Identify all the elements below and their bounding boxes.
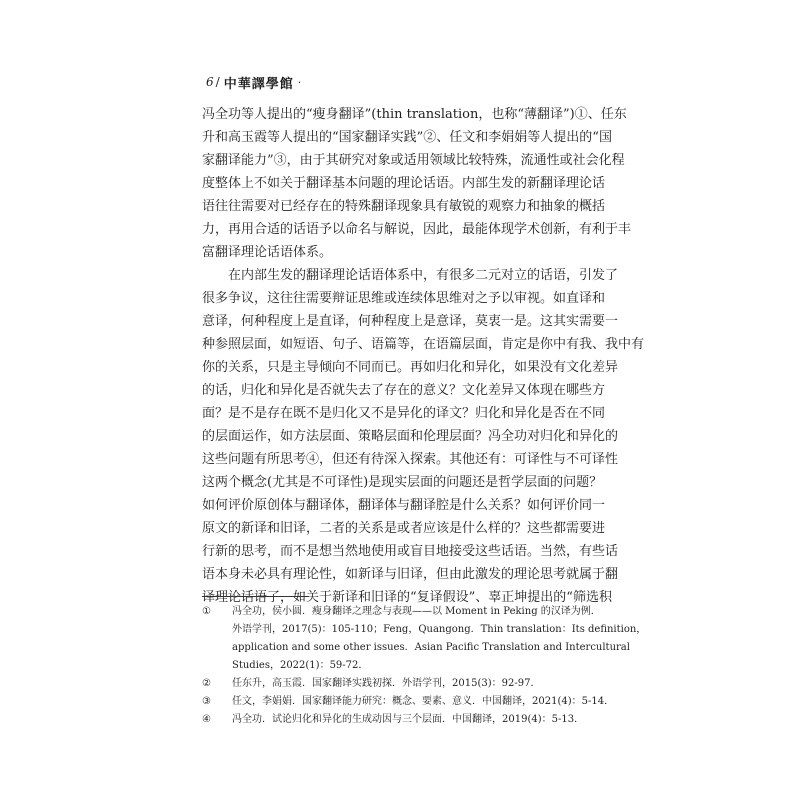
body-line: 面？是不是存在既不是归化又不是异化的译文？归化和异化是否在不同 <box>202 406 606 421</box>
footnote <box>202 603 647 675</box>
body-line: 冯全功等人提出的“瘦身翻译”(thin translation，也称“薄翻译”)①、任东 <box>202 107 627 122</box>
footnote-text: 冯全功．试论归化和异化的生成动因与三个层面．中国翻译，2019(4)：5-13． <box>232 714 585 725</box>
body-line: 这些问题有所思考④，但还有待深入探索。其他还有：可译性与不可译性 <box>202 452 619 467</box>
footnote-text: 外语学刊，2017(5)：105-110；Feng，Quangong．Thin translation：Its definition， <box>232 624 647 635</box>
body-line: 你的关系，只是主导倾向不同而已。再如归化和异化，如果没有文化差异 <box>202 360 619 375</box>
body-line: 语本身未必具有理论性，如新译与旧译，但由此激发的理论思考就属于翻 <box>202 567 619 582</box>
page-number: 6 <box>206 75 214 89</box>
footnote-mark: ② <box>202 678 211 689</box>
body-line: 行新的思考，而不是想当然地使用或盲目地接受这些话语。当然，有些话 <box>202 544 619 559</box>
body-line: 力，再用合适的话语予以命名与解说，因此，最能体现学术创新，有利于丰 <box>202 222 632 237</box>
footnote <box>202 711 602 729</box>
body-line: 语往往需要对已经存在的特殊翻译现象具有敏锐的观察力和抽象的概括 <box>202 199 606 214</box>
body-line: 译理论话语了，如关于新译和旧译的“复译假设”、辜正坤提出的“筛选积 <box>202 590 612 605</box>
footnote-mark: ④ <box>202 714 211 725</box>
body-line: 富翻译理论话语体系。 <box>202 245 333 260</box>
body-text <box>202 103 645 609</box>
body-line: 升和高玉霞等人提出的“国家翻译实践”②、任文和李娟娟等人提出的“国 <box>202 130 612 145</box>
footnote-mark: ① <box>202 606 211 617</box>
footnote-rule <box>202 596 309 597</box>
body-line: 意译，何种程度上是直译，何种程度上是意译，莫衷一是。这其实需要一 <box>202 314 619 329</box>
header-dot: · <box>297 75 302 89</box>
running-header <box>206 72 301 92</box>
body-line: 原文的新译和旧译，二者的关系是或者应该是什么样的？这些都需要进 <box>202 521 606 536</box>
body-line: 很多争议，这往往需要辩证思维或连续体思维对之予以审视。如直译和 <box>202 291 606 306</box>
header-separator: / <box>215 75 220 89</box>
body-line: 的层面运作，如方法层面、策略层面和伦理层面？冯全功对归化和异化的 <box>202 429 619 444</box>
footnote-text: application and some other issues．Asian Pacific Translation and Intercultural <box>232 642 630 653</box>
body-line: 种参照层面，如短语、句子、语篇等，在语篇层面，肯定是你中有我、我中有 <box>202 337 645 352</box>
footnote <box>202 675 602 693</box>
footnotes <box>202 603 647 729</box>
footnote-text: 任文，李娟娟．国家翻译能力研究：概念、要素、意义．中国翻译，2021(4)：5-14． <box>232 696 615 707</box>
body-line: 度整体上不如关于翻译基本问题的理论话语。内部生发的新翻译理论话 <box>202 176 606 191</box>
footnote-text: 冯全功，侯小圆．瘦身翻译之理念与表现——以 Moment in Peking 的汉译为例． <box>232 606 601 617</box>
body-line: 的话，归化和异化是否就失去了存在的意义？文化差异又体现在哪些方 <box>202 383 606 398</box>
running-title: 中華譯學館 <box>223 76 294 92</box>
footnote-mark: ③ <box>202 696 211 707</box>
body-line: 如何评价原创体与翻译体，翻译体与翻译腔是什么关系？如何评价同一 <box>202 498 606 513</box>
body-line: 这两个概念(尤其是不可译性)是现实层面的问题还是哲学层面的问题？ <box>202 475 603 490</box>
footnote-text: 任东升，高玉霞．国家翻译实践初探．外语学刊，2015(3)：92-97． <box>232 678 541 689</box>
body-line: 在内部生发的翻译理论话语体系中，有很多二元对立的话语，引发了 <box>228 268 619 283</box>
footnote-text: Studies，2022(1)：59-72． <box>232 660 369 671</box>
body-line: 家翻译能力”③，由于其研究对象或适用领域比较特殊，流通性或社会化程 <box>202 153 625 168</box>
footnote <box>202 693 615 711</box>
